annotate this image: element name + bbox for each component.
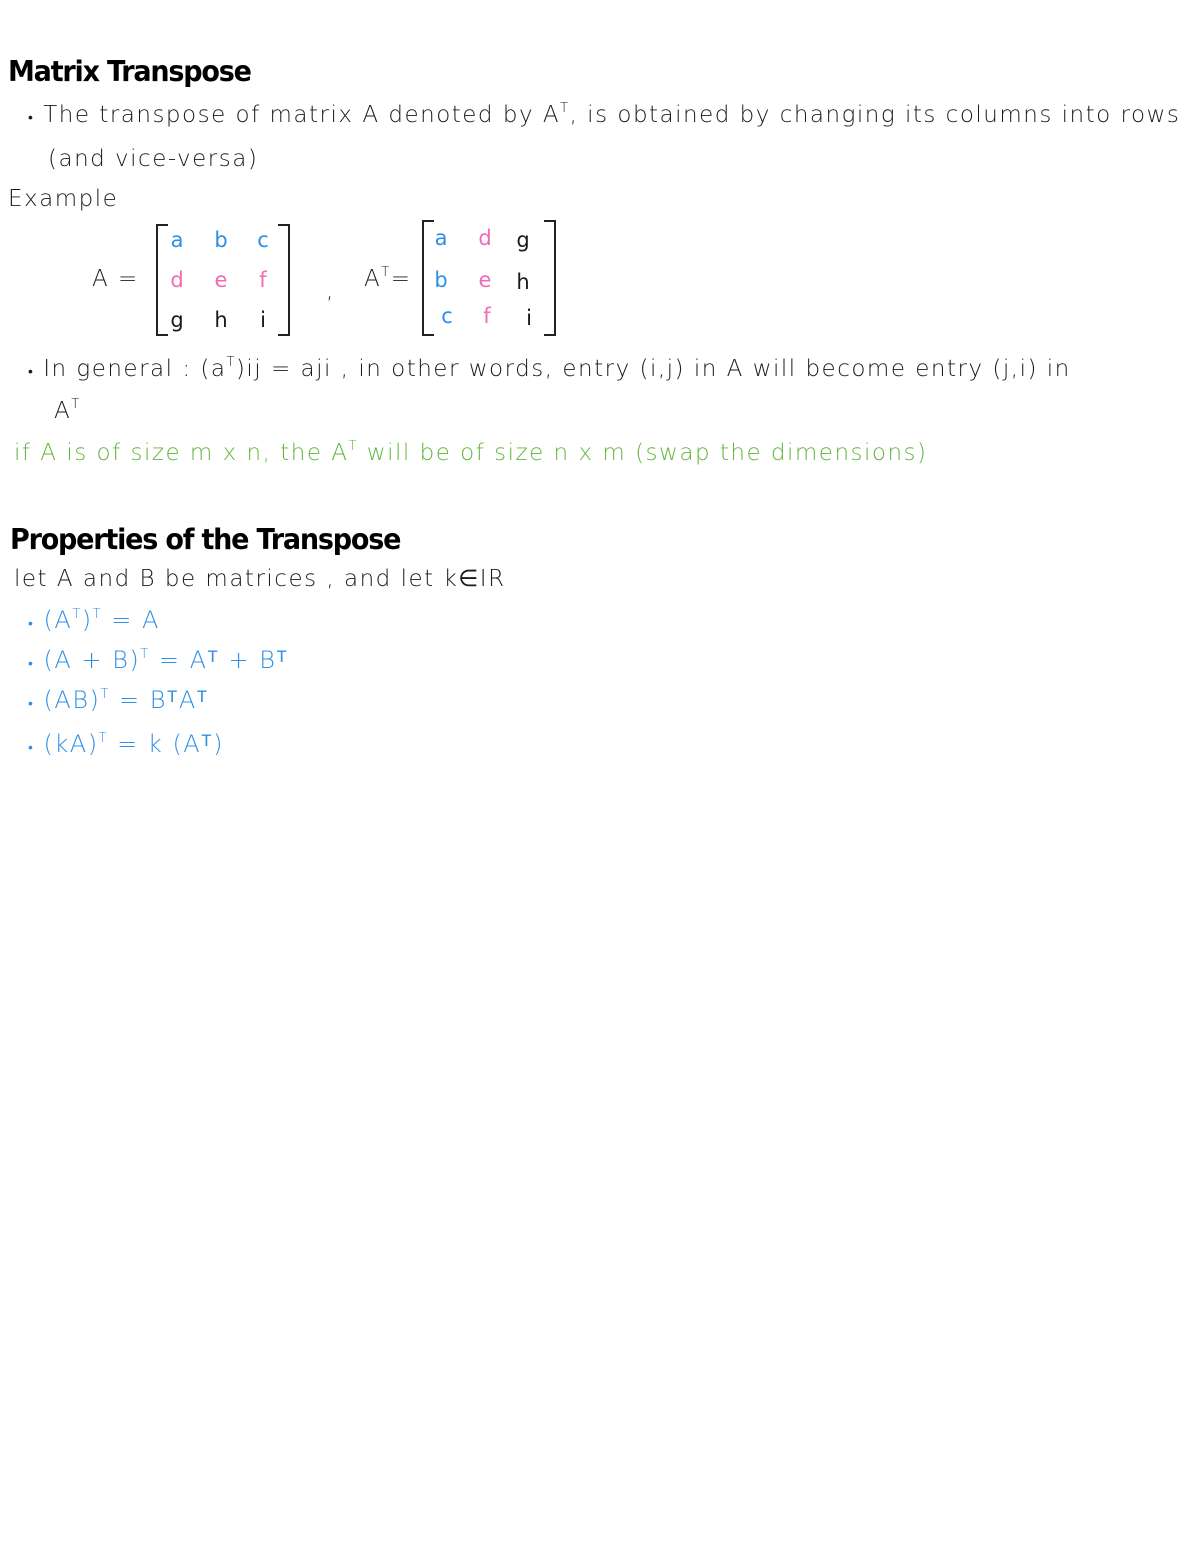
right-bracket xyxy=(278,224,290,336)
property-item xyxy=(28,730,224,759)
properties-intro: let A and B be matrices , and let k∈IR xyxy=(14,566,506,592)
bullet-dot: • xyxy=(28,740,35,756)
superscript-t: T xyxy=(348,439,358,454)
superscript-t: T xyxy=(140,647,150,662)
property-lhs: (kA) xyxy=(43,730,99,758)
bullet-dot: • xyxy=(28,616,35,632)
superscript-t: T xyxy=(100,687,110,702)
definition-text: The transpose of matrix A denoted by A xyxy=(43,102,561,128)
general-rule-text-rest: )ij = aji , in other words, entry (i,j) in A will become entry (j,i) in xyxy=(235,356,1071,382)
matrix-a-cell: g xyxy=(170,308,184,332)
matrix-at-cell: g xyxy=(516,228,530,252)
property-lhs: (A xyxy=(43,606,73,634)
bullet-dot: • xyxy=(28,364,35,380)
general-rule-line-2 xyxy=(54,398,81,424)
matrix-a-transpose xyxy=(422,220,556,336)
section-title-matrix-transpose: Matrix Transpose xyxy=(8,56,251,89)
matrix-a-cell: c xyxy=(257,228,269,252)
bullet-dot: • xyxy=(28,656,35,672)
bullet-dot: • xyxy=(28,110,35,126)
matrix-a-cell: h xyxy=(214,308,228,332)
matrix-at-cell: h xyxy=(516,270,530,294)
matrix-at-cell: d xyxy=(478,226,492,250)
superscript-t: T xyxy=(98,731,109,746)
superscript-t: T xyxy=(226,355,236,370)
definition-text-rest: , is obtained by changing its columns into rows xyxy=(569,102,1181,128)
example-label: Example xyxy=(8,186,119,212)
size-note xyxy=(14,440,928,466)
matrix-at-label-equals: = xyxy=(390,266,412,292)
superscript-t: T xyxy=(381,265,391,280)
matrix-a-cell: b xyxy=(214,228,228,252)
size-note-text: if A is of size m x n, the A xyxy=(14,440,349,466)
general-rule-line-1 xyxy=(28,356,1071,382)
right-bracket xyxy=(544,220,556,336)
superscript-t: T xyxy=(71,397,81,412)
property-rhs: = BᵀAᵀ xyxy=(109,686,209,714)
property-rhs: = k (Aᵀ) xyxy=(108,730,224,758)
property-item xyxy=(28,686,209,715)
bullet-dot: • xyxy=(28,696,35,712)
matrix-at-label-base: A xyxy=(364,266,382,292)
definition-line-1 xyxy=(28,102,1180,128)
definition-line-2: (and vice-versa) xyxy=(48,146,259,172)
matrix-at-cell: e xyxy=(478,268,492,292)
superscript-t: T xyxy=(560,101,570,116)
matrix-a-label: A = xyxy=(92,266,139,292)
property-rhs: = Aᵀ + Bᵀ xyxy=(149,646,289,674)
matrix-at-cell: c xyxy=(441,304,453,328)
matrix-a-cell: a xyxy=(170,228,184,252)
property-rhs: = A xyxy=(102,606,160,634)
general-rule-text: In general : (a xyxy=(43,356,227,382)
matrix-at-cell: f xyxy=(483,304,491,328)
size-note-text-rest: will be of size n x m (swap the dimensions) xyxy=(358,440,928,466)
property-close: ) xyxy=(81,606,93,634)
matrix-at-cell: b xyxy=(434,268,448,292)
property-item xyxy=(28,646,288,675)
matrix-at-label xyxy=(364,266,411,292)
superscript-t: T xyxy=(92,607,103,622)
matrix-a-cell: e xyxy=(214,268,228,292)
general-rule-a: A xyxy=(54,398,72,424)
matrix-at-cell: a xyxy=(434,226,448,250)
property-item xyxy=(28,606,160,634)
matrix-a xyxy=(156,224,290,336)
matrix-a-cell: d xyxy=(170,268,184,292)
matrix-at-cell: i xyxy=(526,306,532,330)
matrix-a-cell: i xyxy=(260,308,266,332)
separator-comma: , xyxy=(326,278,335,304)
property-lhs: (A + B) xyxy=(43,646,141,674)
section-title-properties: Properties of the Transpose xyxy=(10,524,401,557)
matrix-a-cell: f xyxy=(259,268,267,292)
superscript-t: T xyxy=(72,607,82,622)
property-lhs: (AB) xyxy=(43,686,101,714)
